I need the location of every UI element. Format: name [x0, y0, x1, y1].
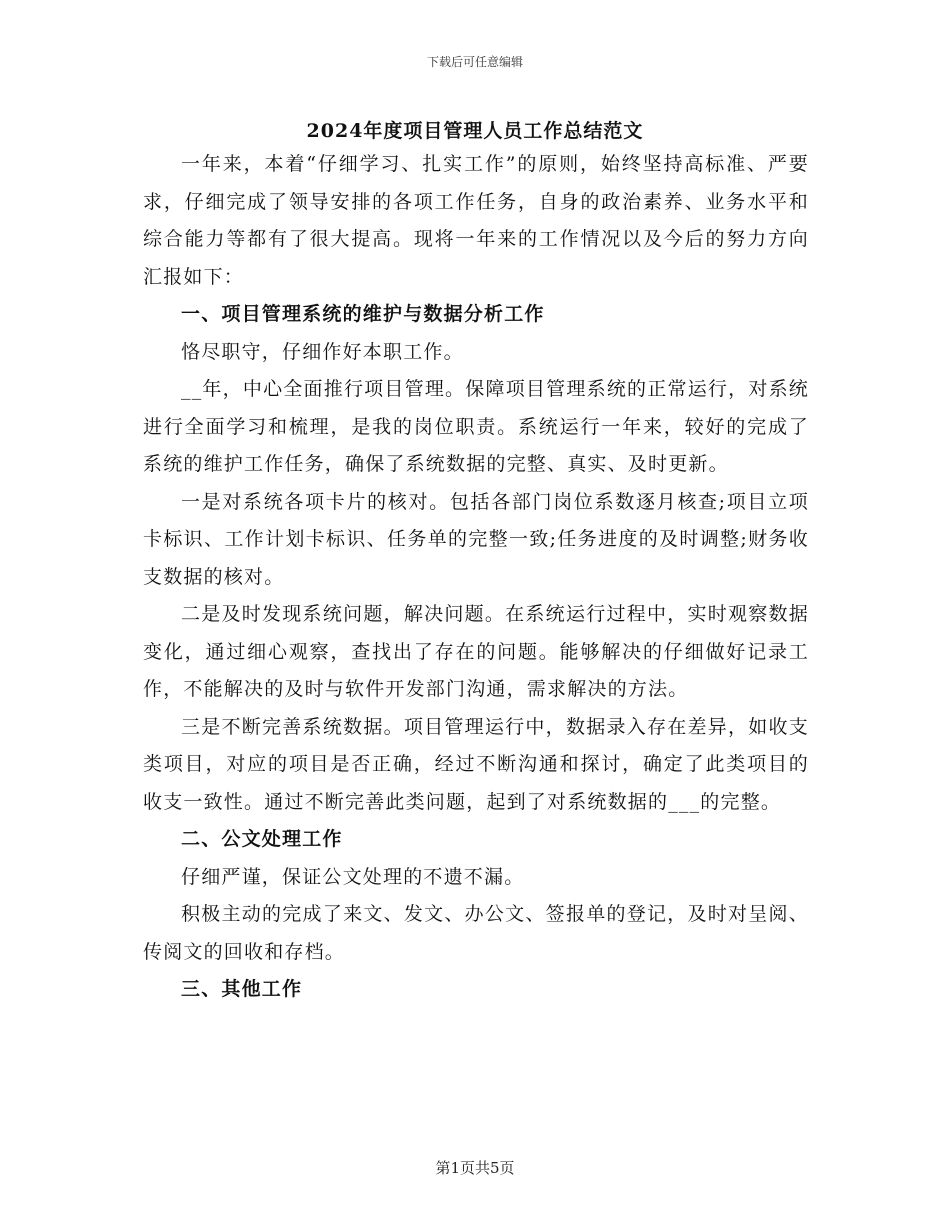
body-paragraph: 积极主动的完成了来文、发文、办公文、签报单的登记，及时对呈阅、传阅文的回收和存档。 [143, 903, 809, 963]
intro-paragraph: 一年来，本着“仔细学习、扎实工作”的原则，始终坚持高标准、严要求，仔细完成了领导安排的各项工作任务，自身的政治素养、业务水平和综合能力等都有了很大提高。现将一年来的工作情况以及今后的努力方向汇报如下： [143, 153, 809, 288]
page-number: 第1页共5页 [435, 1159, 515, 1177]
document-title: 2024年度项目管理人员工作总结范文 [306, 120, 644, 142]
body-paragraph: 恪尽职守，仔细作好本职工作。 [181, 340, 464, 363]
body-paragraph: 一是对系统各项卡片的核对。包括各部门岗位系数逐月核查;项目立项卡标识、工作计划卡标识、任务单的完整一致;任务进度的及时调整;财务收支数据的核对。 [143, 490, 809, 588]
body-paragraph: __年，中心全面推行项目管理。保障项目管理系统的正常运行，对系统进行全面学习和梳理，是我的岗位职责。系统运行一年来，较好的完成了系统的维护工作任务，确保了系统数据的完整、真实、及时更新。 [143, 378, 809, 475]
body-paragraph: 仔细严谨，保证公文处理的不遗不漏。 [181, 865, 525, 888]
section-heading-2: 二、公文处理工作 [181, 828, 343, 850]
document-body [143, 146, 809, 1009]
body-paragraph: 二是及时发现系统问题，解决问题。在系统运行过程中，实时观察数据变化，通过细心观察，查找出了存在的问题。能够解决的仔细做好记录工作，不能解决的及时与软件开发部门沟通，需求解决的方法。 [143, 603, 809, 700]
body-paragraph: 三是不断完善系统数据。项目管理运行中，数据录入存在差异，如收支类项目，对应的项目是否正确，经过不断沟通和探讨，确定了此类项目的收支一致性。通过不断完善此类问题，起到了对系统数据的___的完整。 [143, 715, 809, 813]
header-note: 下载后可任意编辑 [426, 55, 523, 69]
section-heading-3: 三、其他工作 [181, 978, 303, 1000]
section-heading-1: 一、项目管理系统的维护与数据分析工作 [181, 303, 545, 325]
